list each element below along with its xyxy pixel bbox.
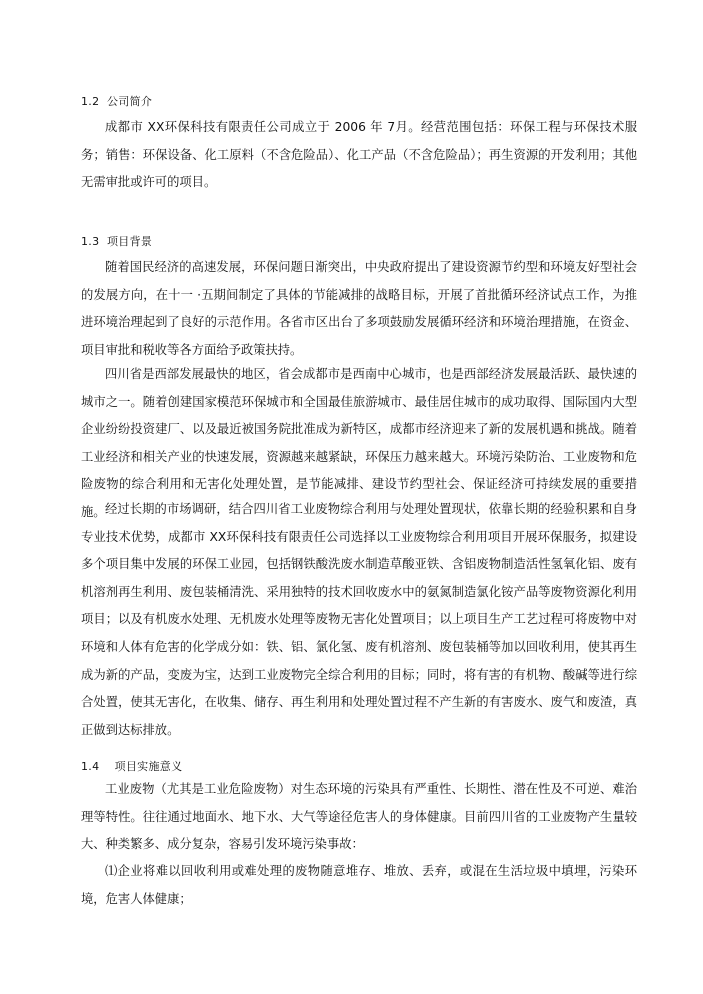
paragraph-background-2: 四川省是西部发展最快的地区，省会成都市是西南中心城市，也是西部经济发展最活跃、最快速的城市之一。随着创建国家模范环保城市和全国最佳旅游城市、最佳居住城市的成功取得、国际国内大型企业纷纷投资建厂、以及最近被国务院批准成为新特区，成都市经济迎来了新的发展机遇和挑战。随着工业经济和相关产业的快速发展，资源越来越紧缺，环保压力越来越大。环境污染防治、工业废物和危险废物的综合利用和无害化处理处置，是节能减排、建设节约型社会、保证经济可持续发展的重要措施。 bbox=[81, 367, 637, 519]
section-heading-project-significance: 1.4 项目实施意义 bbox=[81, 760, 183, 773]
section-heading-project-background: 1.3 项目背景 bbox=[81, 235, 153, 248]
paragraph-background-3: 经过长期的市场调研，结合四川省工业废物综合利用与处理处置现状，依靠长期的经验积累和自身专业技术优势，成都市 XX环保科技有限责任公司选择以工业废物综合利用项目开展环保服务，拟建设多个项目集中发展的环保工业园，包括钢铁酸洗废水制造草酸亚铁、含铝废物制造活性氢氧化铝、废有机溶剂再生利用、废包装桶清洗、采用独特的技术回收废水中的氨氮制造氯化铵产品等废物资源化利用项目；以及有机废水处理、无机废水处理等废物无害化处置项目；以上项目生产工艺过程可将废物中对环境和人体有危害的化学成分如：铁、铝、氯化氢、废有机溶剂、废包装桶等加以回收利用，使其再生成为新的产品，变废为宝，达到工业废物完全综合利用的目标；同时，将有害的有机物、酸碱等进行综合处置，使其无害化，在收集、储存、再生利用和处理处置过程不产生新的有害废水、废气和废渣，真正做到达标排放。 bbox=[81, 502, 637, 737]
section-heading-company-profile: 1.2 公司简介 bbox=[81, 95, 153, 108]
paragraph-significance-1: 工业废物（尤其是工业危险废物）对生态环境的污染具有严重性、长期性、潜在性及不可逆、难治理等特性。往往通过地面水、地下水、大气等途径危害人的身体健康。目前四川省的工业废物产生量较大、种类繁多、成分复杂，容易引发环境污染事故： bbox=[81, 782, 637, 852]
paragraph-significance-2: ⑴企业将难以回收利用或难处理的废物随意堆存、堆放、丢弃，或混在生活垃圾中填埋，污染环境，危害人体健康； bbox=[81, 864, 637, 906]
paragraph-background-1: 随着国民经济的高速发展，环保问题日渐突出，中央政府提出了建设资源节约型和环境友好型社会的发展方向，在十一 ·五期间制定了具体的节能减排的战略目标，开展了首批循环经济试点工作，为推进环境治理起到了良好的示范作用。各省市区出台了多项鼓励发展循环经济和环境治理措施，在资金、项目审批和税收等各方面给予政策扶持。 bbox=[81, 260, 637, 357]
paragraph-company-profile: 成都市 XX环保科技有限责任公司成立于 2006 年 7月。经营范围包括：环保工程与环保技术服务；销售：环保设备、化工原料（不含危险品）、化工产品（不含危险品）；再生资源的开发利用；其他无需审批或许可的项目。 bbox=[81, 120, 637, 190]
